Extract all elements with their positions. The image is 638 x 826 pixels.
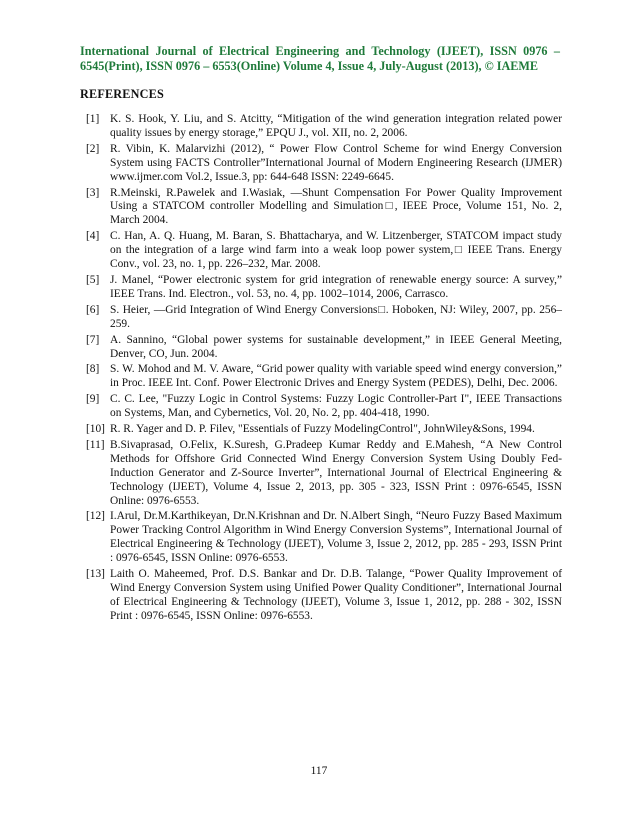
reference-item <box>80 423 562 437</box>
reference-text: S. W. Mohod and M. V. Aware, “Grid power quality with variable speed wind energy conversion,” in Proc. IEEE Int. Conf. Power Electronic Drives and Energy System (PEDES), Delhi, Dec. 2006. <box>110 363 562 390</box>
reference-item <box>80 304 562 332</box>
reference-number: [7] <box>86 333 100 346</box>
reference-text: R. R. Yager and D. P. Filev, "Essentials of Fuzzy ModelingControl", JohnWiley&Sons, 1994. <box>110 423 535 436</box>
reference-number: [13] <box>86 568 105 581</box>
reference-number: [4] <box>86 230 100 243</box>
reference-number: [2] <box>86 142 100 155</box>
reference-item <box>80 143 562 185</box>
reference-item <box>80 363 562 391</box>
reference-text: Laith O. Maheemed, Prof. D.S. Bankar and Dr. D.B. Talange, “Power Quality Improvement of Wind Energy Conversion System using Unified Power Quality Conditioner”, International Journal of Electrical Engineering & Technology (IJEET), Volume 3, Issue 1, 2012, pp. 288 - 302, ISSN Print : 0976-6545, ISSN Online: 0976-6553. <box>110 568 562 622</box>
reference-text: K. S. Hook, Y. Liu, and S. Atcitty, “Mitigation of the wind generation integration related power quality issues by energy storage,” EPQU J., vol. XII, no. 2, 2006. <box>110 113 562 139</box>
reference-text: R.Meinski, R.Pawelek and I.Wasiak, ―Shunt Compensation For Power Quality Improvement Using a STATCOM controller Modelling and Simulation□, IEEE Proce, Volume 151, No. 2, March 2004. <box>110 186 562 227</box>
reference-list <box>80 113 562 626</box>
reference-item <box>80 510 562 566</box>
references-heading: REFERENCES <box>80 87 164 101</box>
reference-number: [3] <box>86 186 100 199</box>
reference-item <box>80 568 562 624</box>
journal-header: International Journal of Electrical Engineering and Technology (IJEET), ISSN 0976 – 6545(Print), ISSN 0976 – 6553(Online) Volume 4, Issue 4, July-August (2013), © IAEME <box>80 44 560 73</box>
reference-item <box>80 393 562 421</box>
reference-item <box>80 274 562 302</box>
reference-text: A. Sannino, “Global power systems for sustainable development,” in IEEE General Meeting, Denver, CO, Jun. 2004. <box>110 333 562 360</box>
reference-item <box>80 230 562 272</box>
page-number: 117 <box>310 765 328 777</box>
reference-number: [1] <box>86 113 100 125</box>
reference-text: I.Arul, Dr.M.Karthikeyan, Dr.N.Krishnan and Dr. N.Albert Singh, “Neuro Fuzzy Based Maximum Power Tracking Control Algorithm in Wind Energy Conversion Systems”, International Journal of Electrical Engineering & Technology (IJEET), Volume 3, Issue 2, 2012, pp. 285 - 293, ISSN Print : 0976-6545, ISSN Online: 0976-6553. <box>110 510 562 565</box>
reference-text: B.Sivaprasad, O.Felix, K.Suresh, G.Pradeep Kumar Reddy and E.Mahesh, “A New Control Methods for Offshore Grid Connected Wind Energy Conversion System Using Doubly Fed-Induction Generator and Z-Source Inverter”, International Journal of Electrical Engineering & Technology (IJEET), Volume 4, Issue 2, 2013, pp. 305 - 323, ISSN Print : 0976-6545, ISSN Online: 0976-6553. <box>110 438 562 507</box>
reference-number: [10] <box>86 423 105 436</box>
reference-text: C. C. Lee, "Fuzzy Logic in Control Systems: Fuzzy Logic Controller-Part I", IEEE Transactions on Systems, Man, and Cybernetics, Vol. 20, No. 2, pp. 404-418, 1990. <box>110 393 562 420</box>
reference-item <box>80 439 562 509</box>
reference-number: [12] <box>86 510 105 523</box>
reference-number: [8] <box>86 363 100 376</box>
reference-number: [5] <box>86 273 100 286</box>
reference-number: [11] <box>86 438 105 451</box>
reference-number: [9] <box>86 393 100 406</box>
reference-item <box>80 113 562 141</box>
reference-text: S. Heier, ―Grid Integration of Wind Energy Conversions□. Hoboken, NJ: Wiley, 2007, pp. 256–259. <box>110 303 562 330</box>
reference-number: [6] <box>86 303 100 316</box>
reference-text: C. Han, A. Q. Huang, M. Baran, S. Bhattacharya, and W. Litzenberger, STATCOM impact study on the integration of a large wind farm into a weak loop power system,□ IEEE Trans. Energy Conv., vol. 23, no. 1, pp. 226–232, Mar. 2008. <box>110 230 562 271</box>
reference-item <box>80 334 562 362</box>
reference-text: J. Manel, “Power electronic system for grid integration of renewable energy source: A survey,” IEEE Trans. Ind. Electron., vol. 53, no. 4, pp. 1002–1014, 2006, Carrasco. <box>110 273 562 300</box>
reference-item <box>80 187 562 229</box>
reference-text: R. Vibin, K. Malarvizhi (2012), “ Power Flow Control Scheme for wind Energy Conversion System using FACTS Controller”International Journal of Modern Engineering Research (IJMER) www.ijmer.com Vol.2, Issue.3, pp: 644-648 ISSN: 2249-6645. <box>110 142 562 183</box>
